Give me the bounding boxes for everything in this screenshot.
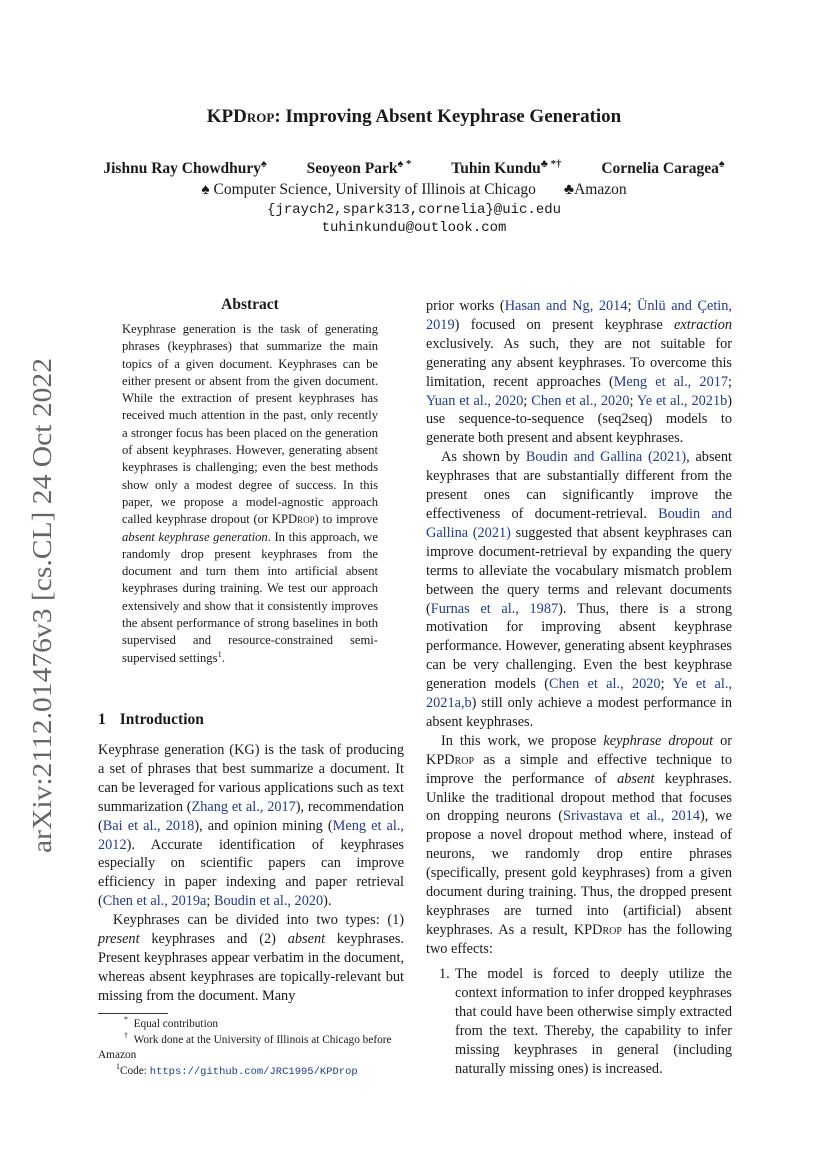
citation-link[interactable]: Ünlü and Çetin, 2019 <box>426 298 732 333</box>
paragraph: As shown by Boudin and Gallina (2021), absent keyphrases that are substantially different from the present ones can significantly improve the effectiveness of document-retrieval. Boudin and Gallina (2021) suggested that absent keyphrases can improve document-retrieval by expanding the query terms to alleviate the vocabulary mismatch problem between the query terms and relevant documents (Furnas et al., 1987). Thus, there is a strong motivation for improving absent keyphrase performance. However, generating absent keyphrases can be very challenging. Even the best keyphrase generation models (Chen et al., 2020; Ye et al., 2021a,b) still only achieve a modest performance in absent keyphrases. <box>426 449 733 730</box>
author-email: {jraych2,spark313,cornelia}@uic.edu <box>266 202 562 218</box>
abstract-heading: Abstract <box>221 296 279 313</box>
intro-body-left <box>98 741 404 1006</box>
footnotes <box>98 1017 404 1080</box>
arxiv-stamp <box>18 358 58 853</box>
citation-link[interactable]: Meng et al., 2017 <box>613 373 729 390</box>
effects-list <box>426 965 732 1078</box>
citation-link[interactable]: Ye et al., 2021a,b <box>426 676 733 712</box>
citation-link[interactable]: Furnas et al., 1987 <box>430 600 559 617</box>
citation-link[interactable]: Chen et al., 2020 <box>549 676 661 693</box>
citation-link[interactable]: Yuan et al., 2020 <box>426 392 524 409</box>
abstract-body: Keyphrase generation is the task of generating phrases (keyphrases) that summarize the main topics of a given document. Keyphrases can be either present or absent from the given document. While the extraction of present keyphrases has received much attention in the past, only recently a stronger focus has been placed on the generation of absent keyphrases. However, generating absent keyphrases is challenging; even the best methods show only a modest degree of success. In this paper, we propose a model-agnostic approach called keyphrase dropout (or KPDrop) to improve absent keyphrase generation. In this approach, we randomly drop present keyphrases from the document and turn them into artificial absent keyphrases during training. We test our approach extensively and show that it consistently improves the absent performance of strong baselines in both supervised and resource-constrained semi-supervised settings$^1$. <box>122 322 379 665</box>
section-heading-introduction: 1 Introduction <box>98 711 204 728</box>
citation-link[interactable]: Hasan and Ng, 2014 <box>504 298 628 314</box>
citation-link[interactable]: Boudin and Gallina (2021) <box>426 505 732 541</box>
citation-link[interactable]: Meng et al., 2012 <box>98 817 404 853</box>
citation-link[interactable]: Ye et al., 2021b <box>636 392 728 409</box>
citation-link[interactable]: Boudin and Gallina (2021) <box>525 449 687 466</box>
author: Tuhin Kundu♣ *† <box>451 157 562 177</box>
citation-link[interactable]: Zhang et al., 2017 <box>191 798 296 815</box>
paragraph: prior works (Hasan and Ng, 2014; Ünlü and Çetin, 2019) focused on present keyphrase extraction exclusively. As such, they are not suitable for generating any absent keyphrases. To overcome this limitation, recent approaches (Meng et al., 2017; Yuan et al., 2020; Chen et al., 2020; Ye et al., 2021b) use sequence-to-sequence (seq2seq) models to generate both present and absent keyphrases. <box>426 298 733 447</box>
body-right-column <box>426 297 732 959</box>
affiliations: ♠ Computer Science, University of Illinois at Chicago ♣Amazon <box>201 181 627 198</box>
citation-link[interactable]: Bai et al., 2018 <box>102 817 195 834</box>
citation-link[interactable]: Boudin et al., 2020 <box>213 893 324 910</box>
citation-link[interactable]: Chen et al., 2019a <box>102 893 207 910</box>
list-item: 1. The model is forced to deeply utilize the context information to infer dropped keyphrases that could have been otherwise simply extracted from the text. Thereby, the capability to infer missing keyphrases in general (including naturally missing ones) is increased. <box>439 966 732 1077</box>
code-url-link[interactable]: https://github.com/JRC1995/KPDrop <box>149 1065 358 1078</box>
footnote: * Equal contribution <box>124 1015 219 1030</box>
author: Seoyeon Park♠ * <box>306 157 412 177</box>
footnote-marker: 1 <box>217 648 222 659</box>
author-list <box>0 157 828 178</box>
paper-title: KPDrop: Improving Absent Keyphrase Generation <box>206 106 622 127</box>
author-email: tuhinkundu@outlook.com <box>321 220 507 236</box>
paragraph: Keyphrases can be divided into two types: (1) present keyphrases and (2) absent keyphrases. Present keyphrases appear verbatim in the document, whereas absent keyphrases are topically-relevant but missing from the document. Many <box>98 912 404 1004</box>
author: Cornelia Caragea♠ <box>601 157 725 177</box>
paragraph: In this work, we propose keyphrase dropout or KPDrop as a simple and effective technique to improve the performance of absent keyphrases. Unlike the traditional dropout method that focuses on dropping neurons (Srivastava et al., 2014), we propose a novel dropout method where, instead of neurons, we randomly drop entire phrases (specifically, present gold keyphrases) from a given document during training. Thus, the dropped present keyphrases are turned into (artificial) absent keyphrases. As a result, KPDrop has the following two effects: <box>426 732 733 957</box>
author: Jishnu Ray Chowdhury♠ <box>103 157 267 177</box>
footnote-rule <box>98 1013 168 1014</box>
citation-link[interactable]: Srivastava et al., 2014 <box>563 808 700 825</box>
footnote: $^1$Code: https://github.com/JRC1995/KPDrop <box>116 1061 358 1078</box>
footnote: † Work done at the University of Illinois at Chicago before Amazon <box>98 1030 392 1061</box>
paragraph: Keyphrase generation (KG) is the task of producing a set of phrases that best summarize a document. It can be leveraged for various applications such as text summarization (Zhang et al., 2017), recommendation (Bai et al., 2018), and opinion mining (Meng et al., 2012). Accurate identification of keyphrases especially on scientific papers can improve efficiency in paper indexing and paper retrieval (Chen et al., 2019a; Boudin et al., 2020). <box>98 742 404 910</box>
arxiv-stamp-text: arXiv:2112.01476v3 [cs.CL] 24 Oct 2022 <box>27 401 57 853</box>
citation-link[interactable]: Chen et al., 2020 <box>531 392 630 409</box>
